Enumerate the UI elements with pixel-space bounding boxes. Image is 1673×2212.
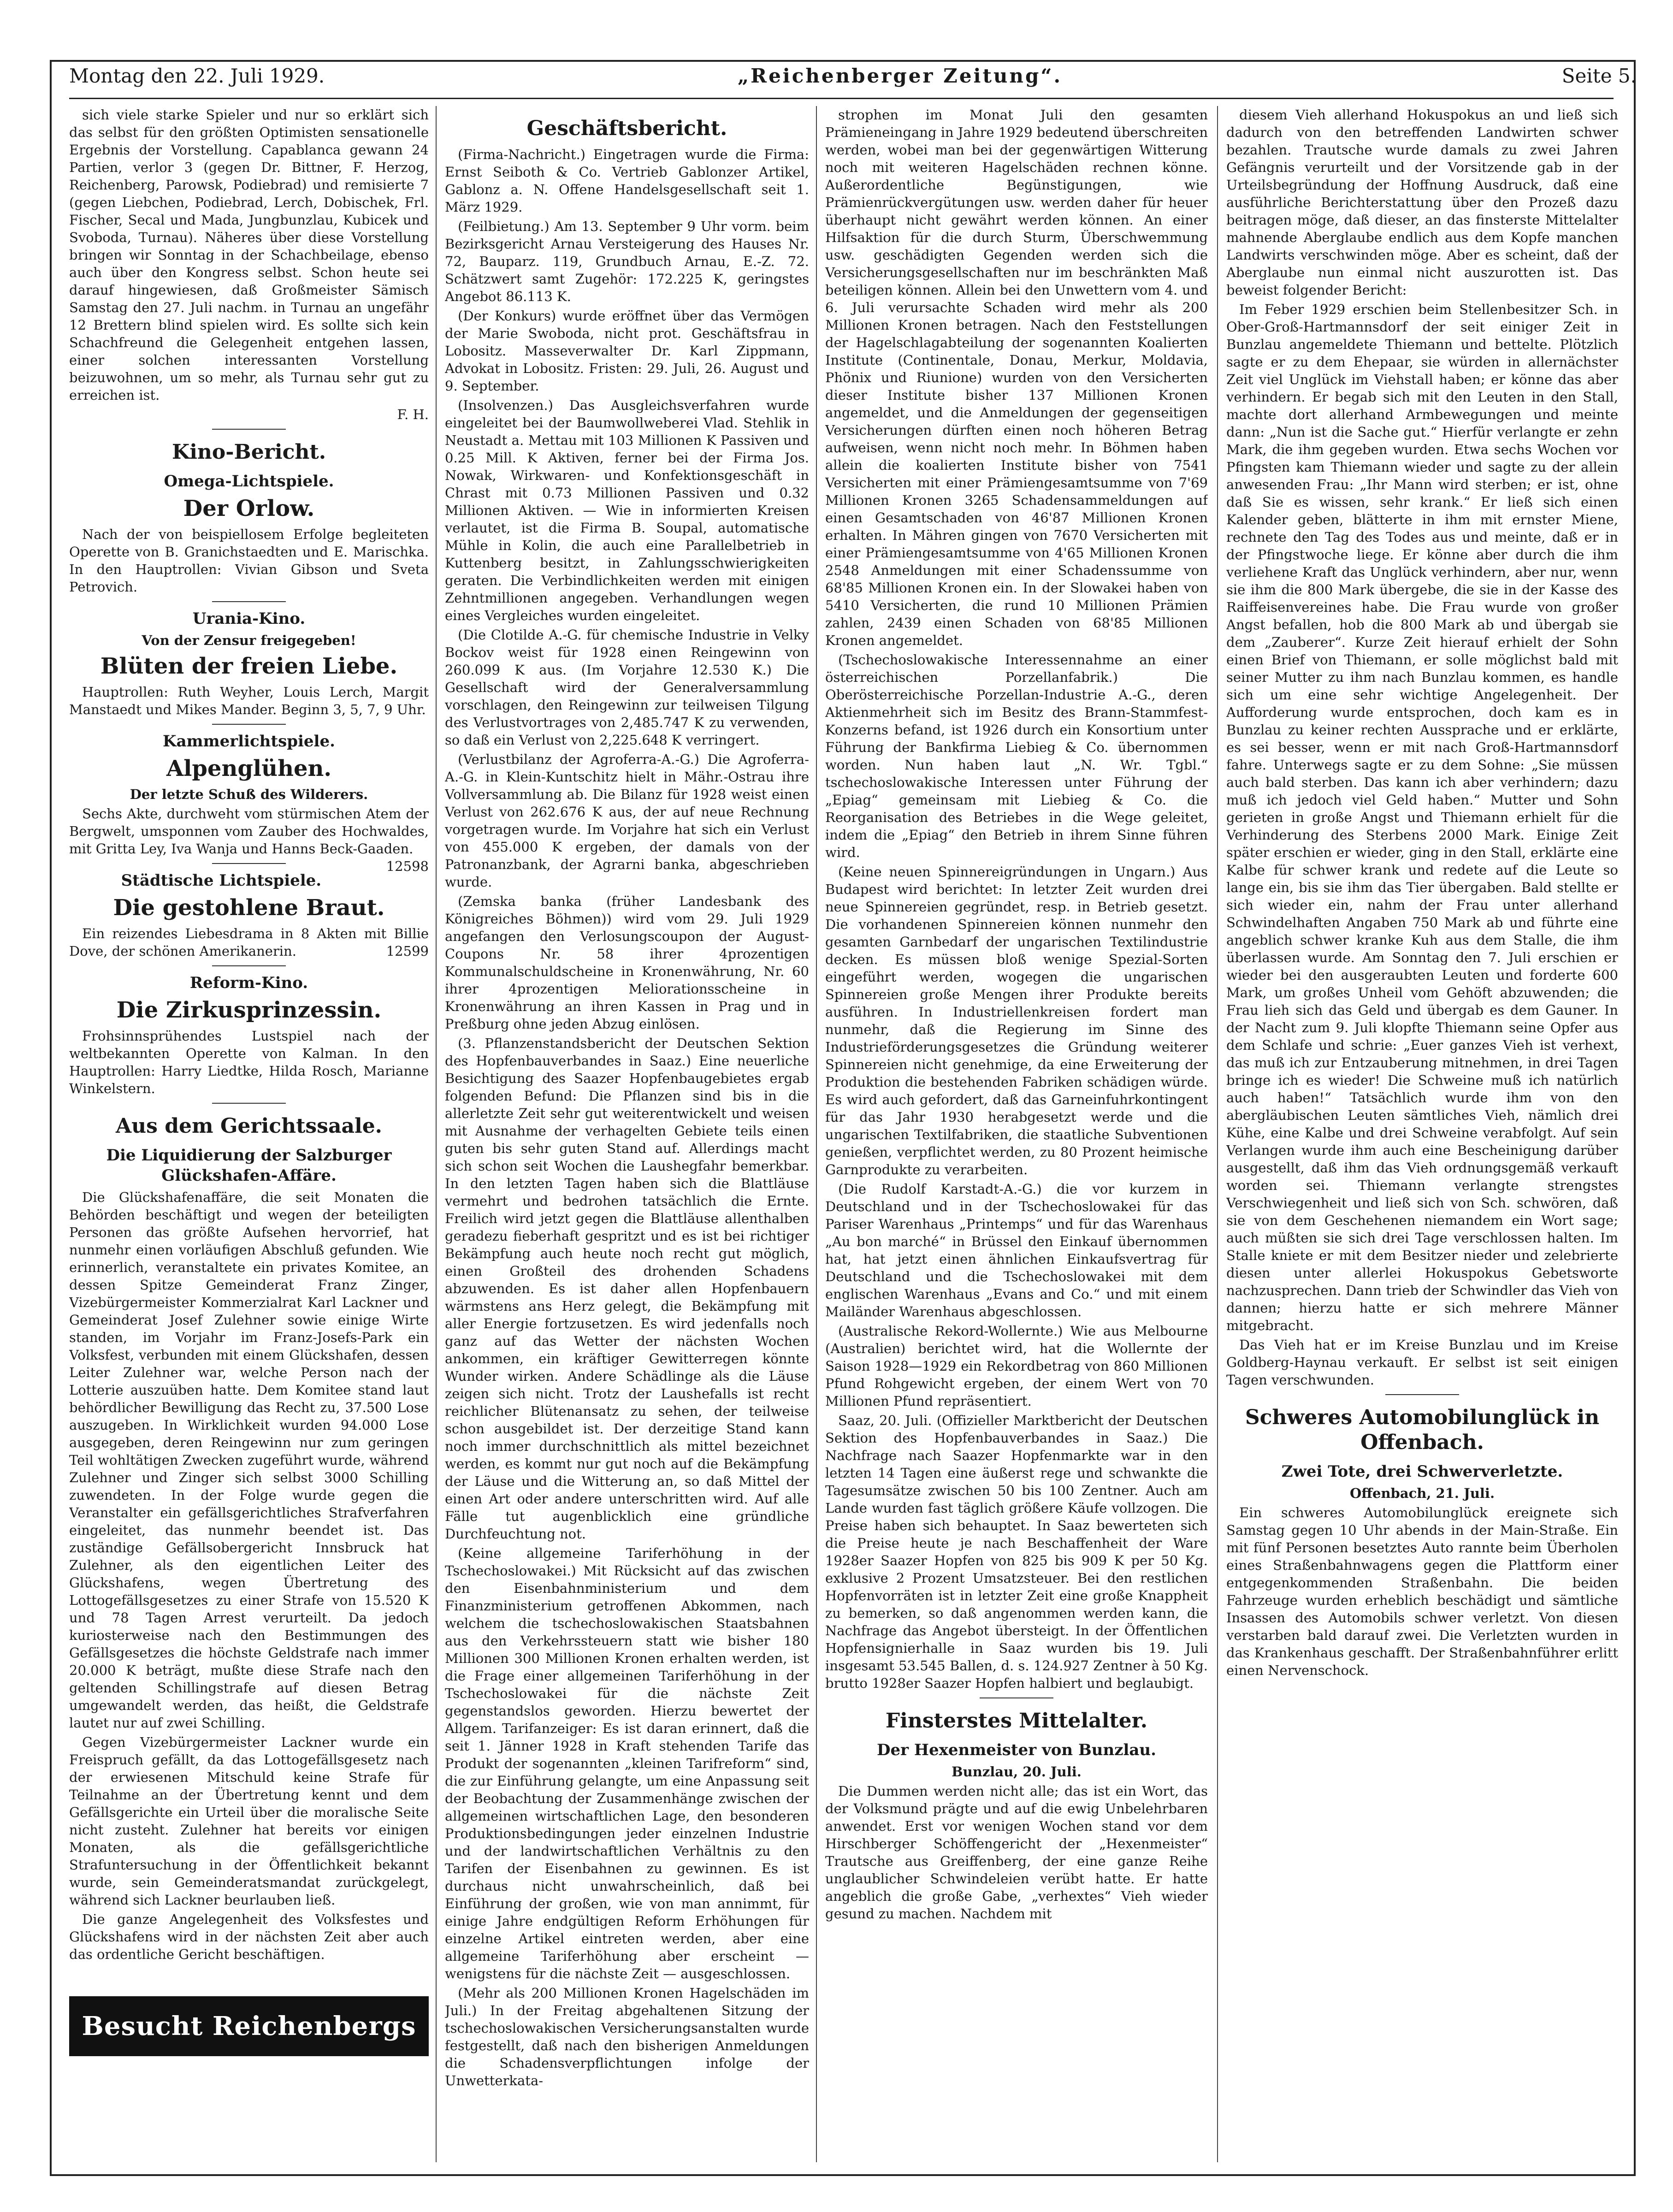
kammer-film-text: Sechs Akte, durchweht vom stürmischen Atem der Bergwelt, umsponnen vom Zauber des Hochwaldes, mit Gritta Ley, Iva Wanja und Hanns Beck-Gaaden. 12598 <box>69 806 429 874</box>
divider <box>212 863 286 864</box>
business-item: (Der Konkurs) wurde eröffnet über das Vermögen der Marie Swoboda, nicht prot. Geschäftsfrau in Lobositz. Masseverwalter Dr. Karl Zippmann, Advokat in Lobositz. Fristen: 29. Juli, 26. August und 9. September. <box>445 308 809 394</box>
column-rule <box>1217 106 1218 2162</box>
divider <box>212 724 286 725</box>
reform-film-title: Die Zirkusprinzessin. <box>116 997 382 1023</box>
divider <box>212 1103 286 1104</box>
court-section-title: Aus dem Gerichtssaale. <box>115 1114 382 1138</box>
cinema-report-title: Kino-Bericht. <box>171 440 326 464</box>
chess-report-signature: F. H. <box>397 407 429 422</box>
business-item: (Die Clotilde A.-G. für chemische Industrie in Velky Bockov weist für 1928 einen Reingewinn von 260.099 K aus. (Im Vorjahre 12.530 K.) Die Gesellschaft wird der Generalversammlung vorschlagen, den Reingewinn zur teilweisen Tilgung des Verlustvortrages von 2,485.747 K zu verwenden, so daß ein Verlust von 2,225.648 K verringert. <box>445 627 809 748</box>
business-item: Saaz, 20. Juli. (Offizieller Marktbericht der Deutschen Sektion des Hopfenbauverbandes in Saaz.) Die Nachfrage nach Saazer Hopfenmarkte war in den letzten 14 Tagen eine äußerst rege und schwankte die Tagesumsätze zwischen 50 bis 100 Zentner. Auch am Lande wurden fast täglich größere Käufe vollzogen. Die Preise haben sich behauptet. In Saaz bewerteten sich die Preise heute je nach Beschaffenheit der Ware 1928er Saazer Hopfen von 825 bis 909 K per 50 Kg. exklusive 2 Prozent Umsatzsteuer. Bei den restlichen Hopfenvorräten ist in letzter Zeit eine große Knappheit zu bemerken, so daß angenommen werden kann, die Nachfrage das Angebot übersteigt. In der Öffentlichen Hopfensignierhalle in Saaz wurden bis 19. Juli insgesamt 53.545 Ballen, d. s. 124.927 Zentner à 50 Kg. brutto 1928er Saazer Hopfen halbiert und beglaubigt. <box>825 1413 1208 1691</box>
divider <box>980 1697 1053 1698</box>
column-2 <box>445 106 809 2162</box>
business-item: (Keine allgemeine Tariferhöhung in der Tschechoslowakei.) Mit Rücksicht auf das zwischen den Eisenbahnministerium und dem Finanzministerium getroffenen Abkommen, nach welchem die tschechoslowakischen Staatsbahnen aus den Verkehrssteuern statt wie bisher 180 Millionen 300 Millionen Kronen erhalten werden, ist die Frage einer allgemeinen Tariferhöhung in der Tschechoslowakei für die nächste Zeit gegenstandslos geworden. Hierzu bewertet der Allgem. Tarifanzeiger: Es ist daran erinnert, daß die seit 1. Jänner 1928 in Kraft stehenden Tarife das Produkt der sogenannten „kleinen Tarifreform“ sind, die zur Einführung gelangte, um eine Anpassung seit der Beobachtung der Zusammenhänge zwischen der allgemeinen wirtschaftlichen Lage, den besonderen Produktionsbedingungen jeder einzelnen Industrie und der landwirtschaftlichen Verhältnis zu den Tarifen der Eisenbahnen zu gewinnen. Es ist durchaus nicht unwahrscheinlich, daß bei Einführung der großen, wie von man annimmt, für einige Jahre endgültigen Reform Erhöhungen für einzelne Artikel eintreten werden, aber eine allgemeine Tariferhöhung aber erscheint — wenigstens für die nächste Zeit — ausgeschlossen. <box>445 1545 809 1981</box>
business-item: (Mehr als 200 Millionen Kronen Hagelschäden im Juli.) In der Freitag abgehaltenen Sitzung der tschechoslowakischen Versicherungsanstalten wurde festgestellt, daß nach den bisherigen Anmeldungen die Schadensverpflichtungen infolge der Unwetterkata- <box>445 1985 809 2088</box>
divider <box>212 601 286 602</box>
middle-ages-dateline: Bunzlau, 20. Juli. <box>952 1764 1082 1780</box>
car-accident-dateline: Offenbach, 21. Juli. <box>1349 1485 1495 1501</box>
page-header <box>69 65 1637 97</box>
car-accident-title: Schweres Automobilunglück in Offenbach. <box>1245 1406 1600 1454</box>
court-article-headline: Die Liquidierung der Salzburger Glückshafen-Affäre. <box>106 1146 392 1185</box>
court-article-paragraph: Die Glückshafenaffäre, die seit Monaten die Behörden beschäftigt und wegen der beteiligten Personen das größte Aufsehen hervorrief, hat nunmehr einen vorläufigen Abschluß gefunden. Wie erinnerlich, veranstaltete ein privates Komitee, an dessen Spitze Gemeinderat Franz Zinger, Vizebürgermeister Kommerzialrat Karl Lackner und Gemeinderat Josef Zulehner sowie einige Wirte standen, im Vorjahr im Franz-Josefs-Park ein Volksfest, verbunden mit einem Glückshafen, dessen Leiter Zulehner war, welche Person nach der Lotterie auszuüben hatte. Dem Komitee stand laut behördlicher Bewilligung das Recht zu, 37.500 Lose auszugeben. In Wirklichkeit wurden 94.000 Lose ausgegeben, deren Reingewinn nur zum geringen Teil wohltätigen Zwecken zugeführt wurde, während Zulehner und Zinger sich selbst 3000 Schilling zuwendeten. In der Folge wurde gegen die Veranstalter ein gefällsgerichtliches Strafverfahren eingeleitet, das nunmehr beendet ist. Das zuständige Gefällsobergericht Innsbruck hat Zulehner, als den eigentlichen Leiter des Glückshafens, wegen Übertretung des Lottogefällsgesetzes zu einer Strafe von 15.520 K und 78 Tagen Arrest verurteilt. Da jedoch kuriosterweise nach den Bestimmungen des Gefällsgesetzes die höchste Geldstrafe nach immer 20.000 K beträgt, mußte diese Strafe nach den geltenden Schillingstrafe auf diesen Betrag umgewandelt werden, das heißt, die Geldstrafe lautet nur auf zwei Schilling. <box>69 1189 429 1731</box>
newspaper-title: „Reichenberger Zeitung“. <box>738 65 1063 87</box>
page-number: Seite 5. <box>1561 65 1637 87</box>
staedt-cinema-heading: Städtische Lichtspiele. <box>121 871 322 890</box>
ad-number: 12599 <box>386 943 429 959</box>
business-item: (Keine neuen Spinnereigründungen in Ungarn.) Aus Budapest wird berichtet: In letzter Zeit wurden drei neue Spinnereien gegründet, resp. in Betrieb gesetzt. Die vorhandenen Spinnereien können nunmehr den gesamten Garnbedarf der ungarischen Textilindustrie decken. Es müssen bloß wenige Spezial-Sorten eingeführt werden, wogegen die ungarischen Spinnereien große Mengen ihrer Produkte bereits ausführen. In Industriellenkreisen fordert man nunmehr, daß die Regierung im Sinne des Industrieförderungsgesetzes die Gründung weiterer Spinnereien nicht genehmige, da eine Erweiterung der Produktion die bestehenden Fabriken schädigen würde. Es wird auch gefordert, daß das Garneinfuhrkontingent für das Jahr 1930 herabgesetzt werde und die ungarischen Textilfabriken, die staatliche Subventionen genießen, verpflichtet werden, zu 80 Prozent heimische Garnprodukte zu verarbeiten. <box>825 864 1208 1177</box>
zoo-advert-banner: Besucht Reichenbergs Tiergarten! <box>69 1996 429 2056</box>
car-accident-subtitle: Zwei Tote, drei Schwerverletzte. <box>1281 1462 1563 1481</box>
kammer-film-subtitle: Der letzte Schuß des Wilderers. <box>130 787 368 802</box>
middle-ages-article-subtitle: Der Hexenmeister von Bunzlau. <box>877 1741 1156 1759</box>
urania-film-text: Hauptrollen: Ruth Weyher, Louis Lerch, Margit Manstaedt und Mikes Mander. Beginn 3, 5, 7, 9 Uhr. <box>69 684 429 717</box>
header-date: Montag den 22. Juli 1929. <box>69 65 325 87</box>
business-report-title: Geschäftsbericht. <box>526 117 727 140</box>
middle-ages-paragraph: diesem Vieh allerhand Hokuspokus an und ließ sich dadurch von den betreffenden Landwirten schwer bezahlen. Trautsche wurde damals zu zwei Jahren Gefängnis verurteilt und der Vorsitzende gab in der Urteilsbegründung der Hoffnung Ausdruck, daß eine ausführliche Berichterstattung über den Prozeß dazu beitragen möge, daß dieser, an das finsterste Mittelalter mahnende Aberglaube endlich aus dem Kopfe manchen Landwirts verschwinden möge. Aber es scheint, daß der Aberglaube nun einmal nicht auszurotten ist. Das beweist folgender Bericht: <box>1226 107 1618 298</box>
business-item: (Insolvenzen.) Das Ausgleichsverfahren wurde eingeleitet bei der Baumwollweberei Vlad. Stehlik in Neustadt a. Mettau mit 103 Millionen K Passiven und 0.25 Mill. K Aktiven, ferner bei der Firma Jos. Nowak, Wirkwaren- und Konfektionsgeschäft in Chrast mit 0.73 Millionen Passiven und 0.32 Millionen Aktiven. — Wie in informierten Kreisen verlautet, ist die Firma B. Soupal, automatische Mühle in Kolin, die auch eine Parallelbetrieb in Kuttenberg besitzt, in Zahlungsschwierigkeiten geraten. Die Verbindlichkeiten werden mit einigen Zehntmillionen angegeben. Verhandlungen wegen eines Vergleiches wurden eingeleitet. <box>445 397 809 623</box>
omega-film-text: Nach der von beispiellosem Erfolge begleiteten Operette von B. Granichstaedten und E. Marischka. In den Hauptrollen: Vivian Gibson und Sveta Petrovich. <box>69 526 429 595</box>
middle-ages-article-title: Finsterstes Mittelalter. <box>885 1709 1148 1733</box>
business-item: (Firma-Nachricht.) Eingetragen wurde die Firma: Ernst Seiboth & Co. Vertrieb Gablonzer Artikel, Gablonz a. N. Offene Handelsgesellschaft seit 1. März 1929. <box>445 147 809 215</box>
business-item: (Feilbietung.) Am 13. September 9 Uhr vorm. beim Bezirksgericht Arnau Versteigerung des Hauses Nr. 72, Bauparz. 119, Grundbuch Arnau, E.-Z. 72. Schätzwert samt Zugehör: 172.225 K, geringstes Angebot 86.113 K. <box>445 219 809 304</box>
court-article-paragraph: Gegen Vizebürgermeister Lackner wurde ein Freispruch gefällt, da das Lottogefällsgesetz nach der erwiesenen Mitschuld keine Strafe für Teilnahme an der Übertretung kennt und dem Gefällsgerichte ein Urteil über die moralische Seite nicht zusteht. Zulehner hat bereits vor einigen Monaten, als die gefällsgerichtliche Strafuntersuchung in der Öffentlichkeit bekannt wurde, sein Gemeinderatsmandat zurückgelegt, während sich Lackner beurlauben ließ. <box>69 1734 429 1908</box>
chess-report-text: sich viele starke Spieler und nur so erklärt sich das selbst für den größten Optimisten sensationelle Ergebnis der Vorstellung. Capablanca gewann 24 Partien, verlor 3 (gegen Dr. Bittner, F. Herzog, Reichenberg, Parowsk, Podiebrad) und remisierte 7 (gegen Liebchen, Podiebrad, Lerch, Dobischek, Frl. Fischer, Secal und Mada, Jungbunzlau, Kubicek und Svoboda, Turnau). Näheres über diese Vorstellung bringen wir Sonntag in der Schachbeilage, ebenso auch über den Kongress selbst. Schon heute sei darauf hingewiesen, daß Großmeister Sämisch Samstag den 27. Juli nachm. in Turnau an ungefähr 12 Brettern blind spielen wird. Es sollte sich kein Schachfreund die Gelegenheit entgehen lassen, einer solchen interessanten Vorstellung beizuwohnen, um so mehr, als Turnau sehr gut zu erreichen ist. <box>69 107 429 403</box>
column-4 <box>1226 106 1618 2162</box>
business-item: strophen im Monat Juli den gesamten Prämieneingang in Jahre 1929 bedeutend überschreiten werden, wobei man bei der gegenwärtigen Witterung noch mit weiteren Hagelschäden rechnen könne. Außerordentliche Begünstigungen, wie Prämienrückvergütungen usw. werden daher für heuer überhaupt nicht gewährt werden können. An einer Hilfsaktion für die durch Sturm, Überschwemmung usw. geschädigten Gegenden werden sich die Versicherungsgesellschaften nur im beschränkten Maß beteiligen können. Allein bei den Unwettern vom 4. und 6. Juli verursachte Schaden wird mehr als 200 Millionen Kronen betragen. Nach den Feststellungen der Hagelschlagabteilung der sogenannten Koalierten Institute (Continentale, Donau, Merkur, Moldavia, Phönix und Riunione) wurden von den Versicherten dieser Institute bisher 137 Millionen Kronen angemeldet, und die Anmeldungen der gegenseitigen Versicherungen dürften einen noch höheren Betrag aufweisen, wenn nicht noch mehr. In Böhmen haben allein die koalierten Institute bisher von 7541 Versicherten mit einer Prämiengesamtsumme von 7'69 Millionen Kronen 3265 Schadensammeldungen auf einen Gesamtschaden von 46'87 Millionen Kronen erhalten. In Mähren gingen von 7670 Versicherten mit einer Prämiengesamtsumme von 4'65 Millionen Kronen 2548 Anmeldungen mit einer Schadenssumme von 68'85 Millionen Kronen ein. In der Slowakei haben von 5410 Versicherten, die rund 10 Millionen Prämien zahlen, 2439 einen Schaden von 68'85 Millionen Kronen angemeldet. <box>825 107 1208 648</box>
omega-cinema-heading: Omega-Lichtspiele. <box>164 472 334 491</box>
urania-censor-note: Von der Zensur freigegeben! <box>142 633 356 648</box>
column-rule <box>436 106 437 2162</box>
urania-film-title: Blüten der freien Liebe. <box>100 653 398 679</box>
column-rule <box>816 106 817 2162</box>
header-rule <box>69 98 1614 99</box>
reform-film-text: Frohsinnsprühendes Lustspiel nach der weltbekannten Operette von Kalman. In den Hauptrollen: Harry Liedtke, Hilda Rosch, Marianne Winkelstern. <box>69 1028 429 1096</box>
car-accident-paragraph: Ein schweres Automobilunglück ereignete sich Samstag gegen 10 Uhr abends in der Main-Straße. Ein mit fünf Personen besetztes Auto rannte beim Überholen eines Straßenbahnwagens gegen die Plattform einer entgegenkommenden Straßenbahn. Die beiden Fahrzeuge wurden erheblich beschädigt und sämtliche Insassen des Automobils schwer verletzt. Von diesen verstarben bald darauf zwei. Die Verletzten wurden in das Krankenhaus geschafft. Der Straßenbahnführer erlitt einen Nervenschock. <box>1226 1505 1618 1678</box>
column-3 <box>825 106 1208 2162</box>
reform-cinema-heading: Reform-Kino. <box>189 974 308 992</box>
court-article-paragraph: Die ganze Angelegenheit des Volksfestes und Glückshafens wird in der nächsten Zeit aber auch das ordentliche Gericht beschäftigen. <box>69 1911 429 1962</box>
divider <box>212 965 286 966</box>
business-item: (Zemska banka (früher Landesbank des Königreiches Böhmen)) wird vom 29. Juli 1929 angefangen den Verlosungscoupon der August-Coupons Nr. 58 ihrer 4prozentigen Kommunalschuldscheine in Kronenwährung, Nr. 60 ihrer 4prozentigen Meliorationsscheine in Kronenwährung an ihren Kassen in Prag und in Preßburg ohne jeden Abzug einlösen. <box>445 893 809 1032</box>
staedt-film-title: Die gestohlene Braut. <box>113 895 385 921</box>
middle-ages-paragraph: Im Feber 1929 erschien beim Stellenbesitzer Sch. in Ober-Groß-Hartmannsdorf der seit einiger Zeit in Bunzlau angemeldete Thiemann und bettelte. Plötzlich sagte er zu dem Ehepaar, sie würden in allernächster Zeit viel Unglück im Viehstall haben; er könne das aber verhindern. Er begab sich mit den Leuten in den Stall, machte dort allerhand Armbewegungen und meinte dann: „Nun ist die Sache gut.“ Hierfür verlangte er zehn Mark, die ihm gegeben wurden. Etwa sechs Wochen vor Pfingsten kam Thiemann wieder und sagte zu der allein anwesenden Frau: „Ihr Mann wird sterben; er ist, ohne daß Sie es wissen, sehr krank.“ Er ließ sich einen Kalender geben, blätterte in ihm mit ernster Miene, rechnete den Tag des Todes aus und meinte, daß er in der Pfingstwoche liege. Er könne aber durch die ihm verliehene Kraft das Unglück verhindern, aber nur, wenn sie ihm die 800 Mark übergebe, die sie in der Kasse des Raiffeisenvereines habe. Die Frau wurde von großer Angst befallen, hob die 800 Mark ab und übergab sie dem „Zauberer“. Kurze Zeit hierauf erhielt der Sohn einen Brief von Thiemann, er solle möglichst bald mit seiner Mutter zu ihm nach Bunzlau kommen, es handle sich um eine sehr wichtige Angelegenheit. Der Aufforderung wurde entsprochen, doch kam es in Bunzlau zu keiner rechten Aussprache und er erklärte, es sei besser, wenn er mit nach Groß-Hartmannsdorf fahre. Unterwegs sagte er zu dem Sohne: „Sie müssen auch bald sterben. Das kann ich aber verhindern; dazu muß ich jedoch viel Geld haben.“ Mutter und Sohn gerieten in große Angst und Thiemann erhielt für die Verhinderung des Sterbens 2000 Mark. Einige Zeit später erschien er wieder, ging in den Stall, erklärte eine Kalbe für schwer krank und redete auf die Leute so lange ein, bis sie ihm das Tier übergaben. Bald stellte er sich wieder ein, nahm der Frau unter allerhand Schwindelhaften Angaben 750 Mark ab und führte eine angeblich schwer kranke Kuh aus dem Stalle, die ihm überlassen wurde. Am Sonntag den 7. Juli erschien er wieder bei den ausgeraubten Leuten und forderte 600 Mark, um großes Unheil vom Gehöft abzuwenden; die Frau lieh sich das Geld und übergab es dem Gauner. In der Nacht zum 9. Juli klopfte Thiemann seine Opfer aus dem Schlafe und schrie: „Euer ganzes Vieh ist verhext, das muß ich zur Entzauberung mitnehmen, in drei Tagen bringe ich es wieder! Die Schweine muß ich natürlich auch haben!“ Tatsächlich wurde ihm von den abergläubischen Leuten sämtliches Vieh, nämlich drei Kühe, eine Kalbe und drei Schweine verabfolgt. Auf sein Verlangen wurde ihm auch eine Bescheinigung darüber ausgestellt, daß ihm das Vieh ordnungsgemäß verkauft worden sei. Thiemann verlangte strengstes Verschwiegenheit und ließ sich von Sch. schwören, daß sie von dem Geschehenen niemandem ein Wort sage; auch müßten sie sich drei Tage verschlossen halten. Im Stalle kniete er mit dem Besitzer nieder und zelebrierte diesen unter allerlei Hokuspokus Gebetsworte nachzusprechen. Dann trieb der Schwindler das Vieh von dannen; hierzu hatte er sich mehrere Männer mitgebracht. <box>1226 302 1618 1333</box>
divider <box>212 429 286 430</box>
omega-film-title: Der Orlow. <box>183 496 315 521</box>
column-1 <box>69 106 429 2162</box>
divider <box>1385 1394 1459 1395</box>
business-item: (3. Pflanzenstandsbericht der Deutschen Sektion des Hopfenbauverbandes in Saaz.) Eine neuerliche Besichtigung des Saazer Hopfenbaugebietes ergab folgenden Befund: Die Pflanzen sind bis in die allerletzte Zeit sehr gut weiterentwickelt und weisen mit Ausnahme der verhagelten Gebiete teils einen guten bis sehr guten Stand auf. Allerdings macht sich schon seit Wochen die Laushegfahr bemerkbar. In den letzten Tagen haben sich die Blattläuse vermehrt und bedrohen tatsächlich die Ernte. Freilich wird jetzt gegen die Blattläuse allenthalben geradezu fieberhaft gespritzt und es ist bei richtiger Bekämpfung auch heute noch recht gut möglich, einen Großteil des drohenden Schadens abzuwenden. Es ist daher allen Hopfenbauern wärmstens ans Herz gelegt, die Bekämpfung mit aller Energie fortzusetzen. Es wird jedenfalls noch ganz auf das Wetter der nächsten Wochen ankommen, ein kräftiger Gewitterregen könnte Wunder wirken. Andere Schädlinge als die Läuse zeigen sich nicht. Trotz der Laushefalls ist recht reichlicher Blütenansatz zu sehen, der teilweise schon ausgebildet ist. Der derzeitige Stand kann noch immer durchschnittlich als mittel bezeichnet werden, es kommt nur gut noch auf die Bekämpfung der Läuse und die Witterung an, so daß Mittel der einen Art oder andere unterschritten wird. Auf alle Fälle tut augenblicklich eine gründliche Durchfeuchtung not. <box>445 1035 809 1542</box>
business-item: (Die Rudolf Karstadt-A.-G.) die vor kurzem in Deutschland und in der Tschechoslowakei für das Pariser Warenhaus „Printemps“ und für das Warenhaus „Au bon marché“ in Brüssel den Einkauf übernommen hat, hat jetzt einen ähnlichen Einkaufsvertrag für Deutschland und die Tschechoslowakei mit dem englischen Warenhaus „Evans and Co.“ und mit einem Mailänder Warenhaus abgeschlossen. <box>825 1181 1208 1319</box>
middle-ages-paragraph: Die Dummen werden nicht alle; das ist ein Wort, das der Volksmund prägte und auf die ewig Unbelehrbaren anwendet. Erst vor wenigen Wochen stand vor dem Hirschberger Schöffengericht der „Hexenmeister“ Trautsche aus Greiffenberg, der eine ganze Reihe unglaublicher Schwindeleien verübt hatte. Er hatte angeblich die große Gabe, „verhextes“ Vieh wieder gesund zu machen. Nachdem mit <box>825 1783 1208 1922</box>
kammer-film-title: Alpenglühen. <box>166 756 332 781</box>
ad-number: 12598 <box>386 858 429 874</box>
urania-cinema-heading: Urania-Kino. <box>192 609 306 628</box>
middle-ages-paragraph: Das Vieh hat er im Kreise Bunzlau und im Kreise Goldberg-Haynau verkauft. Er selbst ist seit einigen Tagen verschwunden. <box>1226 1337 1618 1388</box>
kammer-cinema-heading: Kammerlichtspiele. <box>163 732 335 751</box>
staedt-film-text: Ein reizendes Liebesdrama in 8 Akten mit Billie Dove, der schönen Amerikanerin. 12599 <box>69 926 429 959</box>
business-item: (Australische Rekord-Wollernte.) Wie aus Melbourne (Australien) berichtet wird, hat die Wollernte der Saison 1928—1929 ein Rekordbetrag von 860 Millionen Pfund Rohgewicht ergeben, der einem Wert von 70 Millionen Pfund repräsentiert. <box>825 1323 1208 1409</box>
business-item: (Verlustbilanz der Agroferra-A.-G.) Die Agroferra-A.-G. in Klein-Kuntschitz hielt in Mähr.-Ostrau ihre Vollversammlung ab. Die Bilanz für 1928 weist einen Verlust von 262.676 K aus, der auf neue Rechnung vorgetragen wurde. Im Vorjahre hat sich ein Verlust von 455.000 K ergeben, der damals von der Patronanzbank, der Agrarni banka, abgeschrieben wurde. <box>445 751 809 890</box>
business-item: (Tschechoslowakische Interessennahme an einer österreichischen Porzellanfabrik.) Die Oberösterreichische Porzellan-Industrie A.-G., deren Aktienmehrheit sich im Besitz des Brann-Stammfest-Konzerns befand, ist 1926 durch ein Konsortium unter Führung der Bankfirma Liebieg & Co. übernommen worden. Nun haben laut „N. Wr. Tgbl.“ tschechoslowakische Interessen unter Führung der „Epiag“ gemeinsam mit Liebieg & Co. die Reorganisation des Betriebes in die Wege geleitet, indem die „Epiag“ den Betrieb in ihrem Sinne führen wird. <box>825 652 1208 860</box>
